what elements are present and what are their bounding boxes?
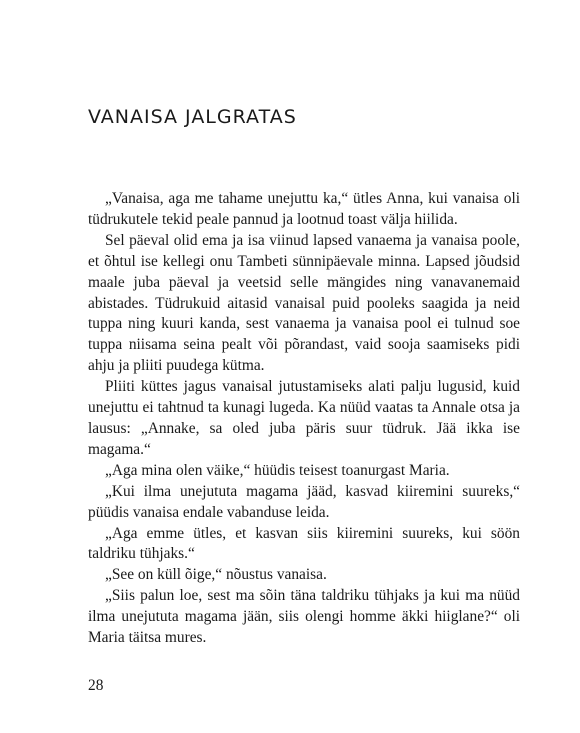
chapter-title: VANAISA JALGRATAS [88,106,297,128]
paragraph: Pliiti küttes jagus vanaisal jutustamiseks alati palju lugusid, kuid unejuttu ei tahtnud ta kunagi lugeda. Ka nüüd vaatas ta Annale otsa ja lausus: „Annake, sa oled juba päris suur tüdruk. Jää ikka ise magama.“ [88,378,520,458]
paragraph: „Siis palun loe, sest ma sõin täna taldriku tühjaks ja kui ma nüüd ilma unejututa magama jään, siis olengi homme äkki hiiglane?“ oli Maria täitsa mures. [88,587,520,647]
paragraph: „Aga mina olen väike,“ hüüdis teisest toanurgast Maria. [105,461,450,479]
paragraph: „Aga emme ütles, et kasvan siis kiiremini suureks, kui söön taldriku tühjaks.“ [88,524,520,563]
paragraph: Sel päeval olid ema ja isa viinud lapsed vanaema ja vanaisa poole, et õhtul ise kellegi onu Tambeti sünnipäevale minna. Lapsed jõudsid maale juba päeval ja veetsid selle mängides ning vanavanemaid abistades. Tüdrukuid aitasid vanaisal puid pooleks saagida ja neid tuppa ning kuuri kanda, sest vanaema ja vanaisa pool ei tulnud soe tuppa niisama seina pealt või põrandast, vaid sooja saamiseks pidi ahju ja pliiti puudega kütma. [88,231,520,375]
paragraph: „Kui ilma unejututa magama jääd, kasvad kiiremini suureks,“ püüdis vanaisa endale vabanduse leida. [88,482,520,521]
page-number: 28 [88,677,104,694]
paragraph: „See on küll õige,“ nõustus vanaisa. [105,566,327,584]
chapter-body [88,189,520,649]
paragraph: „Vanaisa, aga me tahame unejuttu ka,“ ütles Anna, kui vanaisa oli tüdrukutele tekid peale pannud ja lootnud toast välja hiilida. [88,190,520,228]
